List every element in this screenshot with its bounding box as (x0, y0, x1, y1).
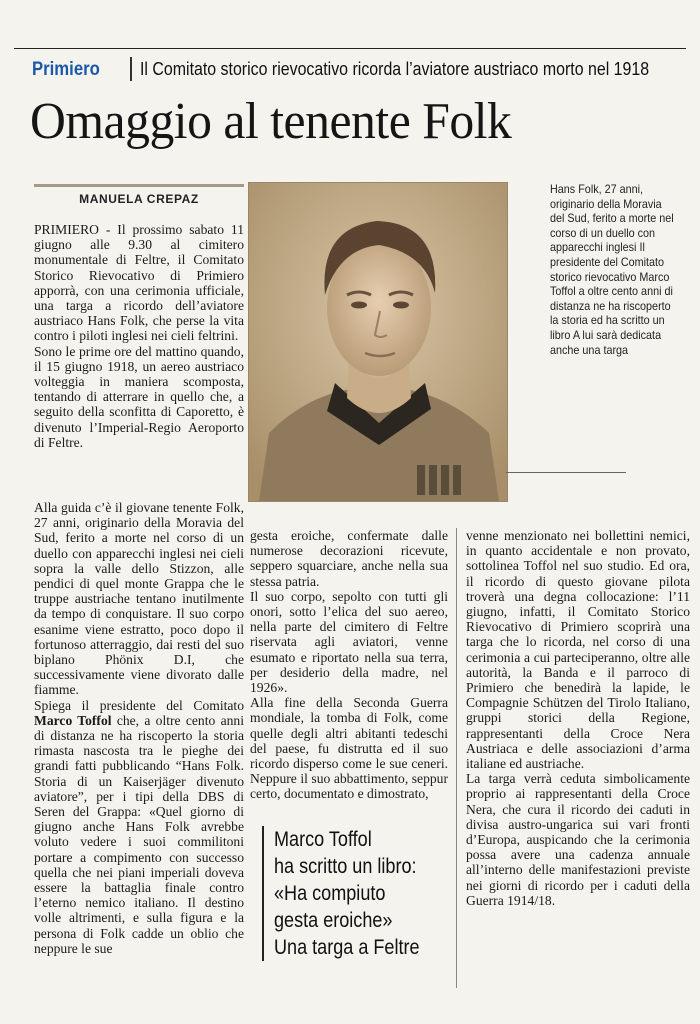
pull-quote-line: «Ha compiuto (274, 882, 386, 905)
portrait-illustration (249, 183, 507, 501)
pull-quote-line: Marco Toffol (274, 828, 372, 851)
author-rule (34, 184, 244, 187)
text-run: Spiega il presidente del Comitato (34, 697, 244, 713)
pull-quote (262, 826, 466, 961)
photo-caption: Hans Folk, 27 anni, originario della Moravia del Sud, ferito a morte nel corso di un duello con apparecchi inglesi Il presidente del Comitato storico rievocativo Marco Toffol a oltre cento anni di distanza ne ha riscoperto la storia ed ha scritto un libro A lui sarà dedicata anche una targa (550, 182, 674, 357)
kicker-divider (130, 57, 132, 81)
bold-name: Marco Toffol (34, 712, 112, 728)
pull-quote-line: gesta eroiche» (274, 909, 393, 932)
kicker-bar (14, 48, 686, 89)
column-1-top (34, 222, 244, 450)
column-1-bottom (34, 500, 244, 956)
paragraph: Sono le prime ore del mattino quando, il 15 giugno 1918, un aereo austriaco volteggia in maniera scomposta, tentando di atterrare in quello che, a seguito della sconfitta di Caporetto, è divenuto l’Imperial-Regio Aeroporto di Feltre. (34, 343, 244, 450)
paragraph: Alla guida c’è il giovane tenente Folk, 27 anni, originario della Moravia del Sud, ferito a morte nel corso di un duello con apparecchi inglesi nei cieli sopra la valle dello Stizzon, alle pendici di quel monte Grappa che le truppe austriache tentano inutilmente da tempo di conquistare. Il suo corpo esanime viene estratto, poco dopo il fortunoso atterraggio, dai resti del suo biplano Phönix D.I, che successivamente viene divorato dalle fiamme. (34, 500, 244, 698)
author-byline: MANUELA CREPAZ (79, 192, 199, 206)
text-run: che, a oltre cento anni di distanza ne ha riscoperto la storia rimasta nascosta tra le pieghe dei grandi fatti pubblicando “Hans Folk. Storia di un Kaiserjäger divenuto aviatore”, per i tipi della DBS di Seren del Grappa: «Quel giorno di giugno anche Hans Folk avrebbe voluto vedere i suoi commilitoni portare a compimento con successo quella che nei piani imperiali doveva essere la battaglia finale contro l’eterno nemico italiano. Il destino volle altrimenti, e sulla figura e la persona di Folk cadde un oblio che neppure le sue (34, 712, 244, 956)
paragraph: venne menzionato nei bollettini nemici, in quanto accidentale e non provato, sottolinea Toffol nel suo studio. Ed ora, il ricordo di questo giovane pilota troverà una degna collocazione: l’11 giugno, infatti, il Comitato Storico Rievocativo di Primiero scoprirà una targa che lo ricorda, nel corso di una cerimonia a cui parteciperanno, oltre alle autorità, la Banda e il parroco di Primiero che benedirà la lapide, le Compagnie Schützen del Tirolo Italiano, gruppi storici della Regione, rappresentanti della Croce Nera Austriaca e delle associazioni d’arma italiane ed austriache. (466, 528, 690, 772)
section-label: Primiero (32, 59, 100, 80)
paragraph (34, 698, 244, 956)
paragraph: PRIMIERO - Il prossimo sabato 11 giugno alle 9.30 al cimitero monumentale di Feltre, il Comitato Storico Rievocativo di Primiero apporrà, con una cerimonia ufficiale, una targa a ricordo dell’aviatore austriaco Hans Folk, che perse la vita contro i piloti inglesi nei cieli feltrini. (34, 222, 244, 344)
paragraph: Il suo corpo, sepolto con tutti gli onori, sotto l’elica del suo aereo, nella parte del cimitero di Feltre riservata agli aviatori, venne esumato e riportato nella sua terra, per desiderio della madre, nel 1926». (250, 588, 448, 696)
pull-quote-line: ha scritto un libro: (274, 855, 417, 878)
portrait-photo (248, 182, 508, 502)
paragraph: Alla fine della Seconda Guerra mondiale, la tomba di Folk, come quelle degli altri abitanti tedeschi del paese, fu distrutta ed il suo ricordo disperso come le sue ceneri. Neppure il suo abbattimento, seppur certo, documentato e dimostrato, (250, 695, 448, 802)
headline: Omaggio al tenente Folk (30, 93, 512, 150)
pull-quote-line: Una targa a Feltre (274, 936, 420, 959)
caption-rule (506, 472, 626, 473)
paragraph: gesta eroiche, confermate dalle numerose decorazioni ricevute, seppero squarciare, anche nella sua stessa patria. (250, 528, 448, 589)
column-3 (466, 528, 690, 908)
paragraph: La targa verrà ceduta simbolicamente proprio ai rappresentanti della Croce Nera, che cura il ricordo dei caduti in divisa austro-ungarica sui vari fronti d’Europa, auspicando che la cerimonia possa avere una cadenza annuale all’interno delle manifestazioni previste nei giorni di ricordo per i caduti della Guerra 1914/18. (466, 771, 690, 908)
kicker-subhead: Il Comitato storico rievocativo ricorda l’aviatore austriaco morto nel 1918 (140, 59, 650, 79)
column-2 (250, 528, 448, 802)
